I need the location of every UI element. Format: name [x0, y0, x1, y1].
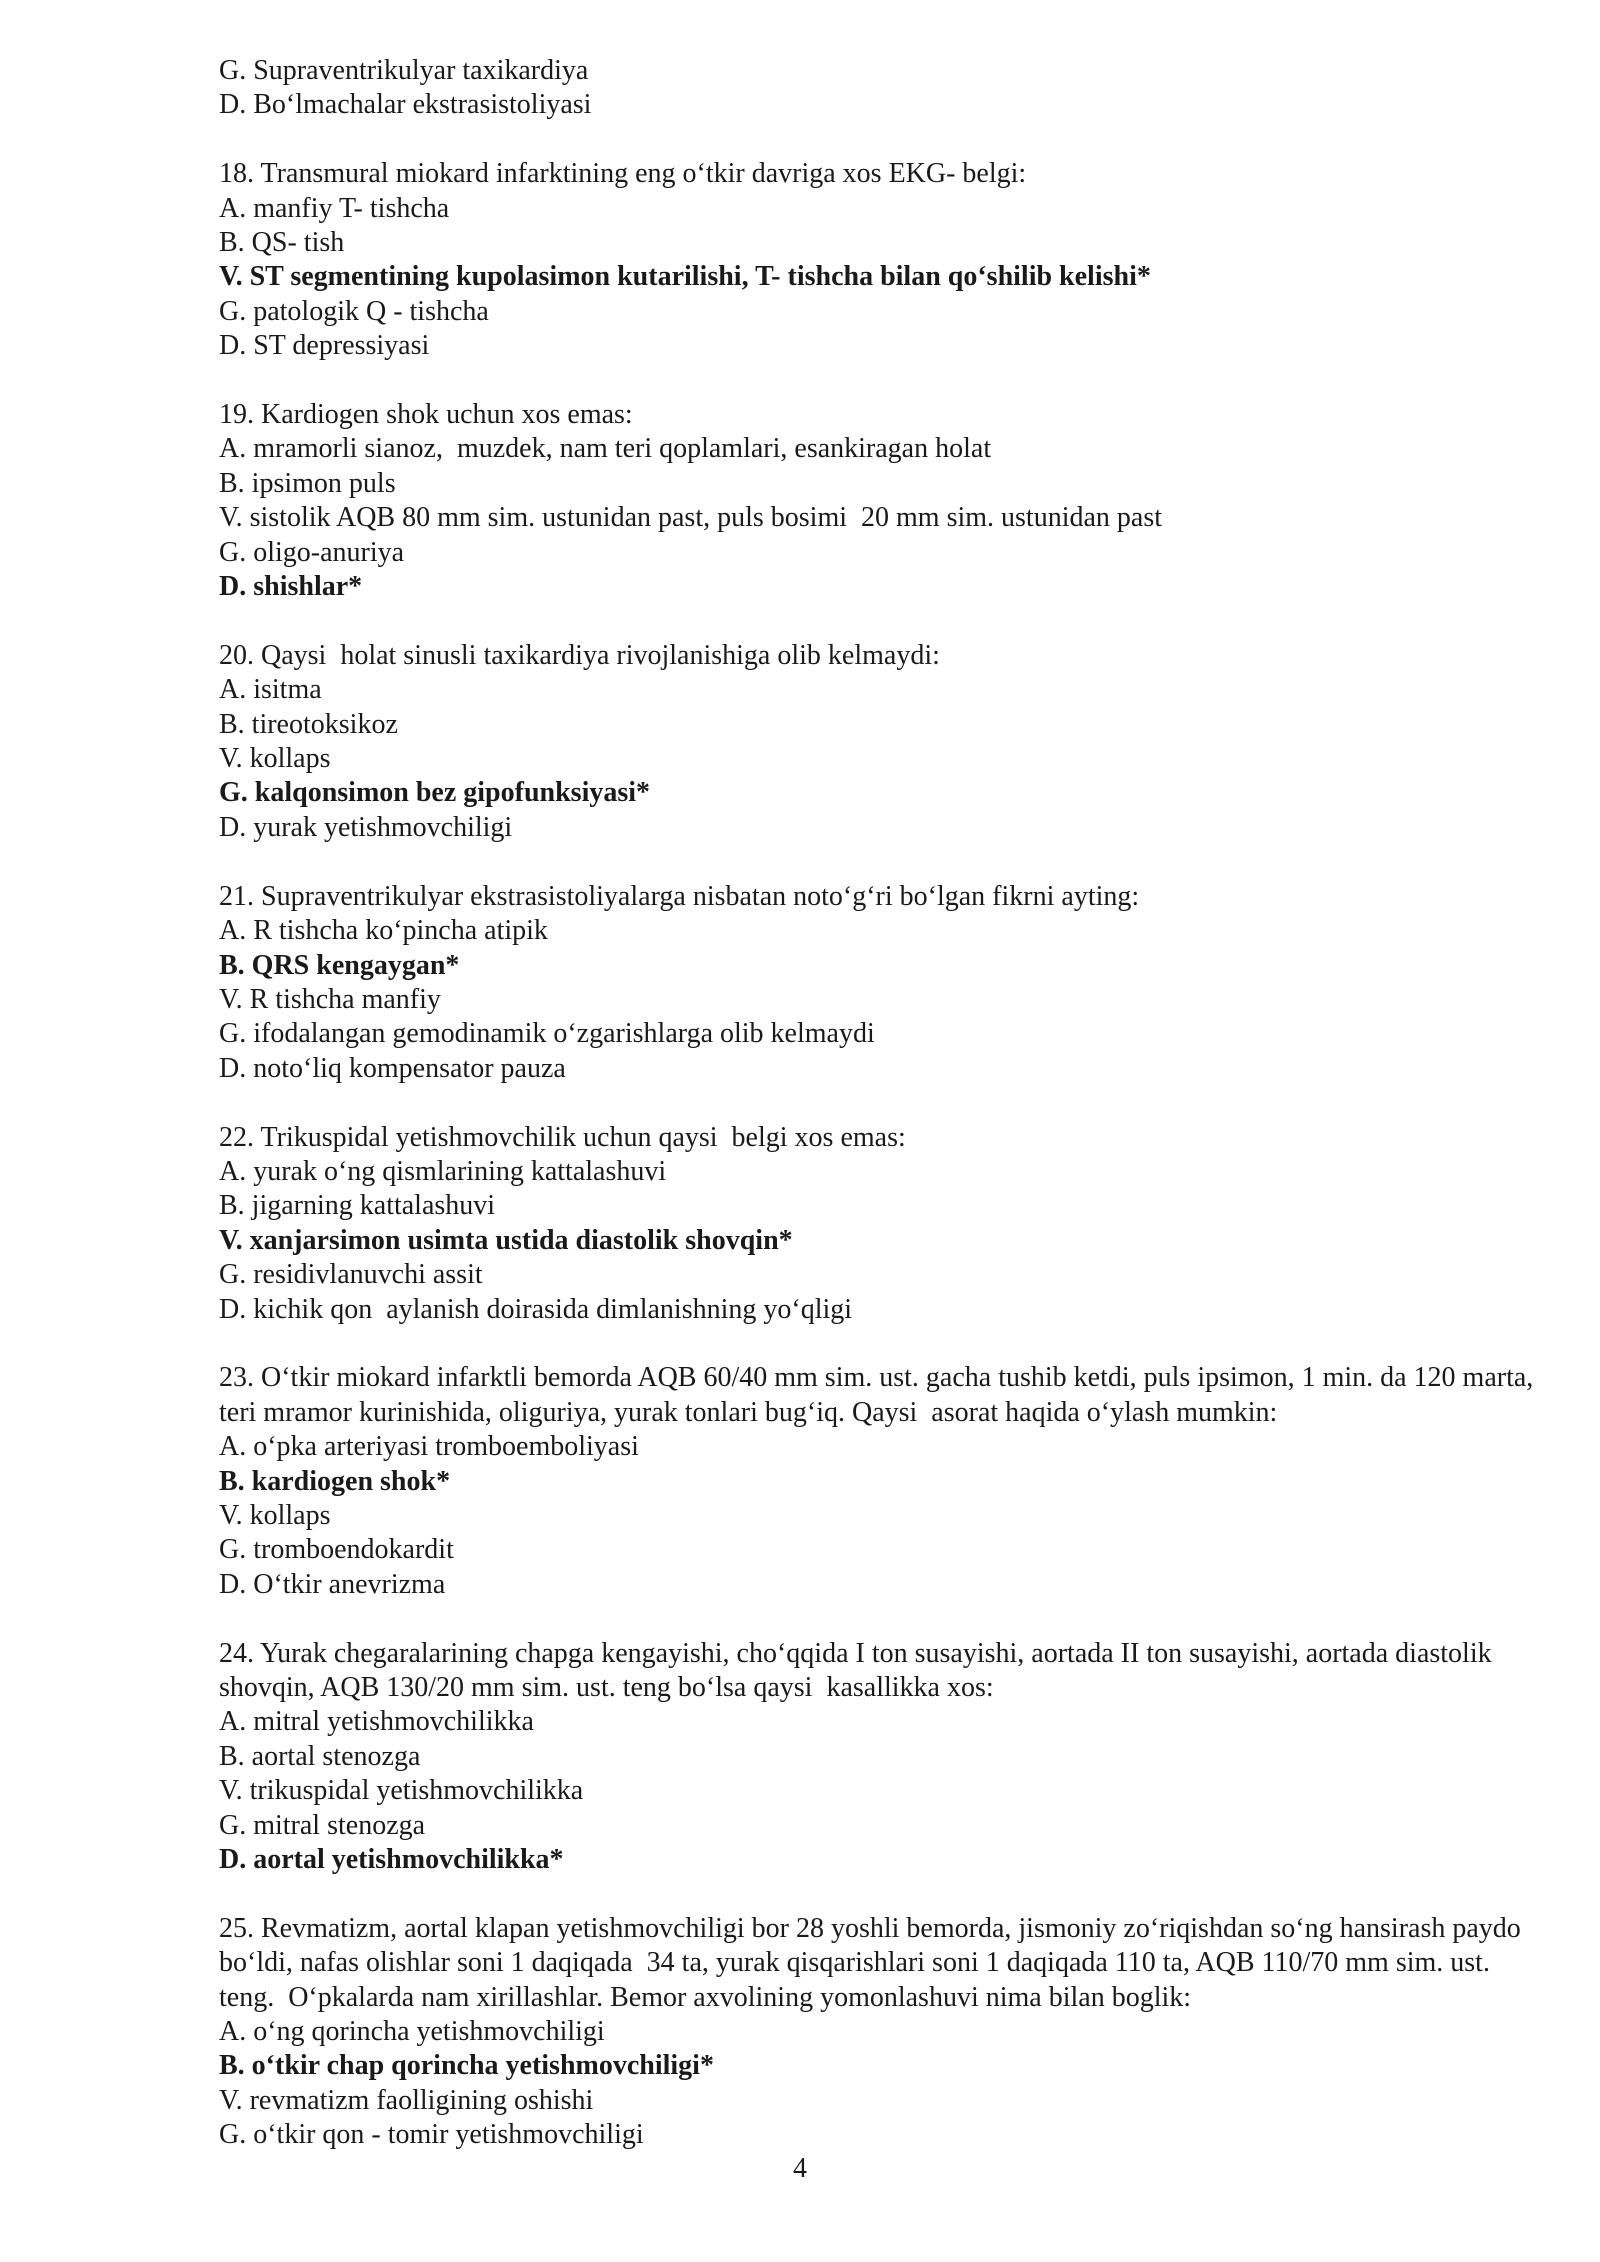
- question-text: 25. Revmatizm, aortal klapan yetishmovchiligi bor 28 yoshli bemorda, jismoniy zo‘riqishdan so‘ng hansirash paydo bo‘ldi, nafas olishlar soni 1 daqiqada 34 ta, yurak qisqarishlari soni 1 daqiqada 110 ta, AQB 110/70 mm sim. ust. teng. O‘pkalarda nam xirillashlar. Bemor axvolining yomonlashuvi nima bilan boglik:: [219, 1912, 1528, 2013]
- page-number: 4: [793, 2153, 807, 2184]
- answer-option: V. kollaps: [219, 1499, 331, 1531]
- correct-answer-option: D. shishlar*: [219, 571, 363, 603]
- question-list: [219, 157, 1539, 2152]
- answer-option: A. o‘pka arteriyasi tromboemboliyasi: [219, 1431, 639, 1463]
- correct-answer-option: B. kardiogen shok*: [219, 1465, 451, 1497]
- answer-option: D. Bo‘lmachalar ekstrasistoliyasi: [219, 89, 592, 121]
- correct-answer-option: V. xanjarsimon usimta ustida diastolik shovqin*: [219, 1224, 793, 1256]
- correct-answer-option: V. ST segmentining kupolasimon kutarilishi, T- tishcha bilan qo‘shilib kelishi*: [219, 261, 1151, 293]
- answer-option: V. revmatizm faolligining oshishi: [219, 2084, 594, 2116]
- answer-option: B. QS- tish: [219, 227, 345, 259]
- answer-option: A. manfiy T- tishcha: [219, 192, 450, 224]
- question-block-22: [219, 1121, 1539, 1327]
- answer-option: A. R tishcha ko‘pincha atipik: [219, 915, 548, 947]
- question-block-18: [219, 157, 1539, 363]
- answer-option: D. ST depressiyasi: [219, 330, 430, 362]
- answer-option: A. o‘ng qorincha yetishmovchiligi: [219, 2016, 605, 2048]
- question-text: 23. O‘tkir miokard infarktli bemorda AQB 60/40 mm sim. ust. gacha tushib ketdi, puls ipsimon, 1 min. da 120 marta, teri mramor kurinishida, oliguriya, yurak tonlari bug‘iq. Qaysi asorat haqida o‘ylash mumkin:: [219, 1362, 1541, 1428]
- answer-option: G. tromboendokardit: [219, 1534, 454, 1566]
- answer-option: G. residivlanuvchi assit: [219, 1259, 483, 1291]
- question-block-21: [219, 880, 1539, 1086]
- answer-option: D. kichik qon aylanish doirasida dimlanishning yo‘qligi: [219, 1293, 853, 1325]
- question-text: 18. Transmural miokard infarktining eng o‘tkir davriga xos EKG- belgi:: [219, 158, 1027, 190]
- answer-option: G. ifodalangan gemodinamik o‘zgarishlarga olib kelmaydi: [219, 1018, 875, 1050]
- answer-option: A. yurak o‘ng qismlarining kattalashuvi: [219, 1155, 667, 1187]
- answer-option: G. oligo-anuriya: [219, 536, 405, 568]
- correct-answer-option: D. aortal yetishmovchilikka*: [219, 1844, 564, 1876]
- answer-option: V. R tishcha manfiy: [219, 983, 441, 1015]
- answer-option: V. trikuspidal yetishmovchilikka: [219, 1775, 584, 1807]
- answer-option: B. ipsimon puls: [219, 467, 396, 499]
- question-block-24: [219, 1637, 1539, 1878]
- question-text: 21. Supraventrikulyar ekstrasistoliyalarga nisbatan noto‘g‘ri bo‘lgan fikrni ayting:: [219, 880, 1140, 912]
- question-text: 24. Yurak chegaralarining chapga kengayishi, cho‘qqida I ton susayishi, aortada II ton susayishi, aortada diastolik shovqin, AQB 130/20 mm sim. ust. teng bo‘lsa qaysi kasallikka xos:: [219, 1637, 1499, 1703]
- page-content: [219, 54, 1539, 2187]
- answer-option: A. isitma: [219, 674, 322, 706]
- answer-option: G. Supraventrikulyar taxikardiya: [219, 55, 589, 86]
- answer-option: D. noto‘liq kompensator pauza: [219, 1052, 566, 1084]
- correct-answer-option: G. kalqonsimon bez gipofunksiyasi*: [219, 777, 651, 809]
- answer-option: B. jigarning kattalashuvi: [219, 1190, 496, 1222]
- question-block-25: [219, 1912, 1539, 2153]
- continued-options: [219, 54, 1539, 123]
- answer-option: G. o‘tkir qon - tomir yetishmovchiligi: [219, 2119, 644, 2151]
- question-text: 19. Kardiogen shok uchun xos emas:: [219, 399, 633, 431]
- answer-option: G. patologik Q - tishcha: [219, 295, 489, 327]
- answer-option: D. yurak yetishmovchiligi: [219, 811, 513, 843]
- answer-option: D. O‘tkir anevrizma: [219, 1568, 446, 1600]
- question-block-20: [219, 639, 1539, 845]
- answer-option: G. mitral stenozga: [219, 1809, 426, 1841]
- answer-option: B. aortal stenozga: [219, 1740, 421, 1772]
- answer-option: B. tireotoksikoz: [219, 708, 398, 740]
- question-text: 20. Qaysi holat sinusli taxikardiya rivojlanishiga olib kelmaydi:: [219, 639, 940, 671]
- answer-option: V. sistolik AQB 80 mm sim. ustunidan past, puls bosimi 20 mm sim. ustunidan past: [219, 502, 1163, 534]
- answer-option: A. mitral yetishmovchilikka: [219, 1706, 534, 1738]
- question-text: 22. Trikuspidal yetishmovchilik uchun qaysi belgi xos emas:: [219, 1121, 906, 1153]
- question-block-23: [219, 1361, 1539, 1602]
- correct-answer-option: B. QRS kengaygan*: [219, 949, 460, 981]
- question-block-19: [219, 398, 1539, 604]
- answer-option: V. kollaps: [219, 743, 331, 775]
- answer-option: A. mramorli sianoz, muzdek, nam teri qoplamlari, esankiragan holat: [219, 433, 992, 465]
- correct-answer-option: B. o‘tkir chap qorincha yetishmovchiligi*: [219, 2050, 714, 2082]
